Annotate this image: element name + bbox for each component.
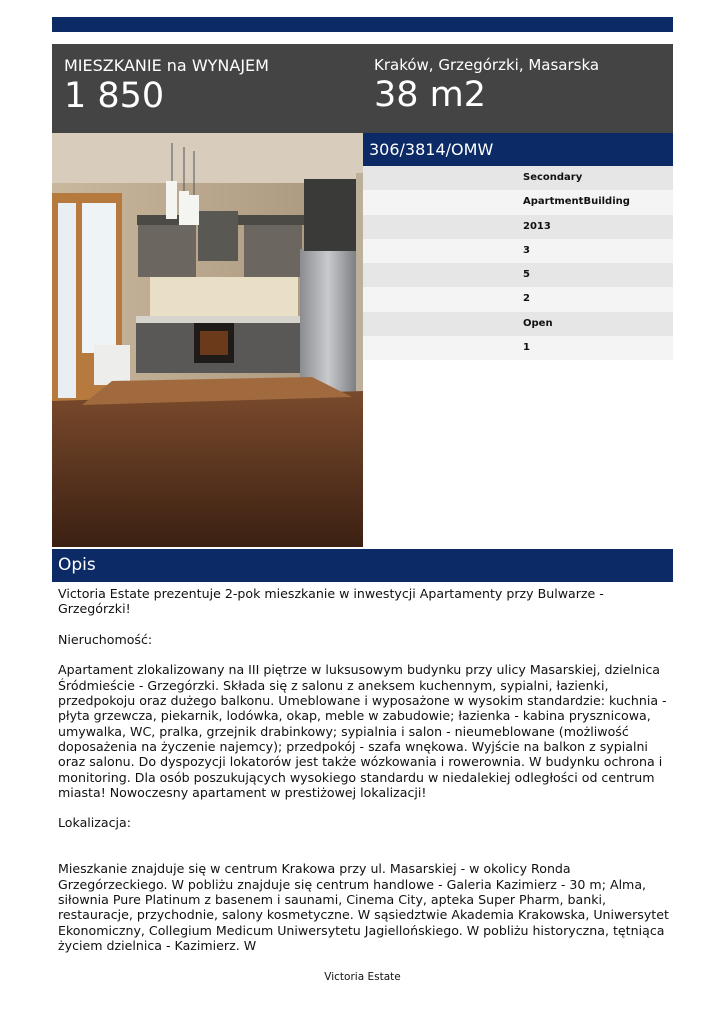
listing-location: Kraków, Grzegórzki, Masarska — [374, 56, 600, 74]
attribute-row — [363, 215, 673, 239]
header-right — [374, 55, 599, 115]
description-intro: Victoria Estate prezentuje 2-pok mieszkanie w inwestycji Apartamenty przy Bulwarze - Grzegórzki! — [58, 586, 604, 617]
footer-agency-name: Victoria Estate — [324, 971, 401, 983]
attribute-value: 1 — [523, 342, 530, 354]
attribute-row — [363, 312, 673, 336]
attribute-row — [363, 287, 673, 311]
reference-number-bar — [363, 133, 673, 166]
location-heading: Lokalizacja: — [58, 815, 131, 831]
attribute-value: 5 — [523, 269, 530, 281]
top-accent-bar — [52, 17, 673, 32]
property-heading: Nieruchomość: — [58, 631, 153, 647]
description-body — [58, 586, 670, 968]
attribute-row — [363, 190, 673, 214]
header-left — [64, 56, 269, 116]
listing-type: MIESZKANIE na WYNAJEM — [64, 56, 269, 75]
attribute-value: 2013 — [523, 220, 551, 232]
attribute-row — [363, 336, 673, 360]
listing-area: 38 m2 — [374, 75, 487, 115]
section-title: Opis — [58, 555, 96, 575]
location-description: Mieszkanie znajduje się w centrum Krakowa przy ul. Masarskiej - w okolicy Ronda Grzegórzeckiego. W pobliżu znajduje się centrum handlowe - Galeria Kazimierz - 30 m; Alma, siłownia Pure Platinum z basenem i saunami, Cinema City, apteka Super Pharm, banki, restauracje, przychodnie, salony kosmetyczne. W sąsiedztwie Akademia Krakowska, Uniwersytet Ekonomiczny, Collegium Medicum Uniwersytetu Jagiellońskiego. W pobliżu historyczna, tętniąca życiem dzielnica - Kazimierz. W — [58, 861, 669, 953]
property-description: Apartament zlokalizowany na III piętrze w luksusowym budynku przy ulicy Masarskiej, dzielnica Śródmieście - Grzegórzki. Składa się z salonu z aneksem kuchennym, sypialni, łazienki, przedpokoju oraz dużego balkonu. Umeblowane i wyposażone w wysokim standardzie: kuchnia - płyta grzewcza, piekarnik, lodówka, okap, meble w zabudowie; łazienka - kabina prysznicowa, umywalka, WC, pralka, grzejnik drabinkowy; sypialnia i salon - nieumeblowane (możliwość doposażenia na życzenie najemcy); przedpokój - szafa wnękowa. Wyjście na balkon z sypialni oraz salonu. Do dyspozycji lokatorów jest także wózkowania i rowerownia. W budynku ochrona i monitoring. Dla osób poszukujących wysokiego standardu w niedalekiej odległości od centrum miasta! Nowoczesny apartament w prestiżowej lokalizacji! — [58, 662, 667, 800]
attribute-value: 2 — [523, 293, 530, 305]
attribute-value: Open — [523, 317, 553, 329]
attribute-value: 3 — [523, 244, 530, 256]
listing-header — [52, 44, 673, 133]
attribute-row — [363, 263, 673, 287]
listing-price: 1 850 — [64, 76, 165, 116]
apartment-photo — [52, 133, 363, 547]
attribute-value: ApartmentBuilding — [523, 196, 630, 208]
attributes-table — [363, 166, 673, 360]
attribute-row — [363, 239, 673, 263]
reference-number: 306/3814/OMW — [369, 140, 494, 159]
attribute-row — [363, 166, 673, 190]
description-section-header — [52, 549, 673, 582]
attribute-value: Secondary — [523, 172, 583, 183]
